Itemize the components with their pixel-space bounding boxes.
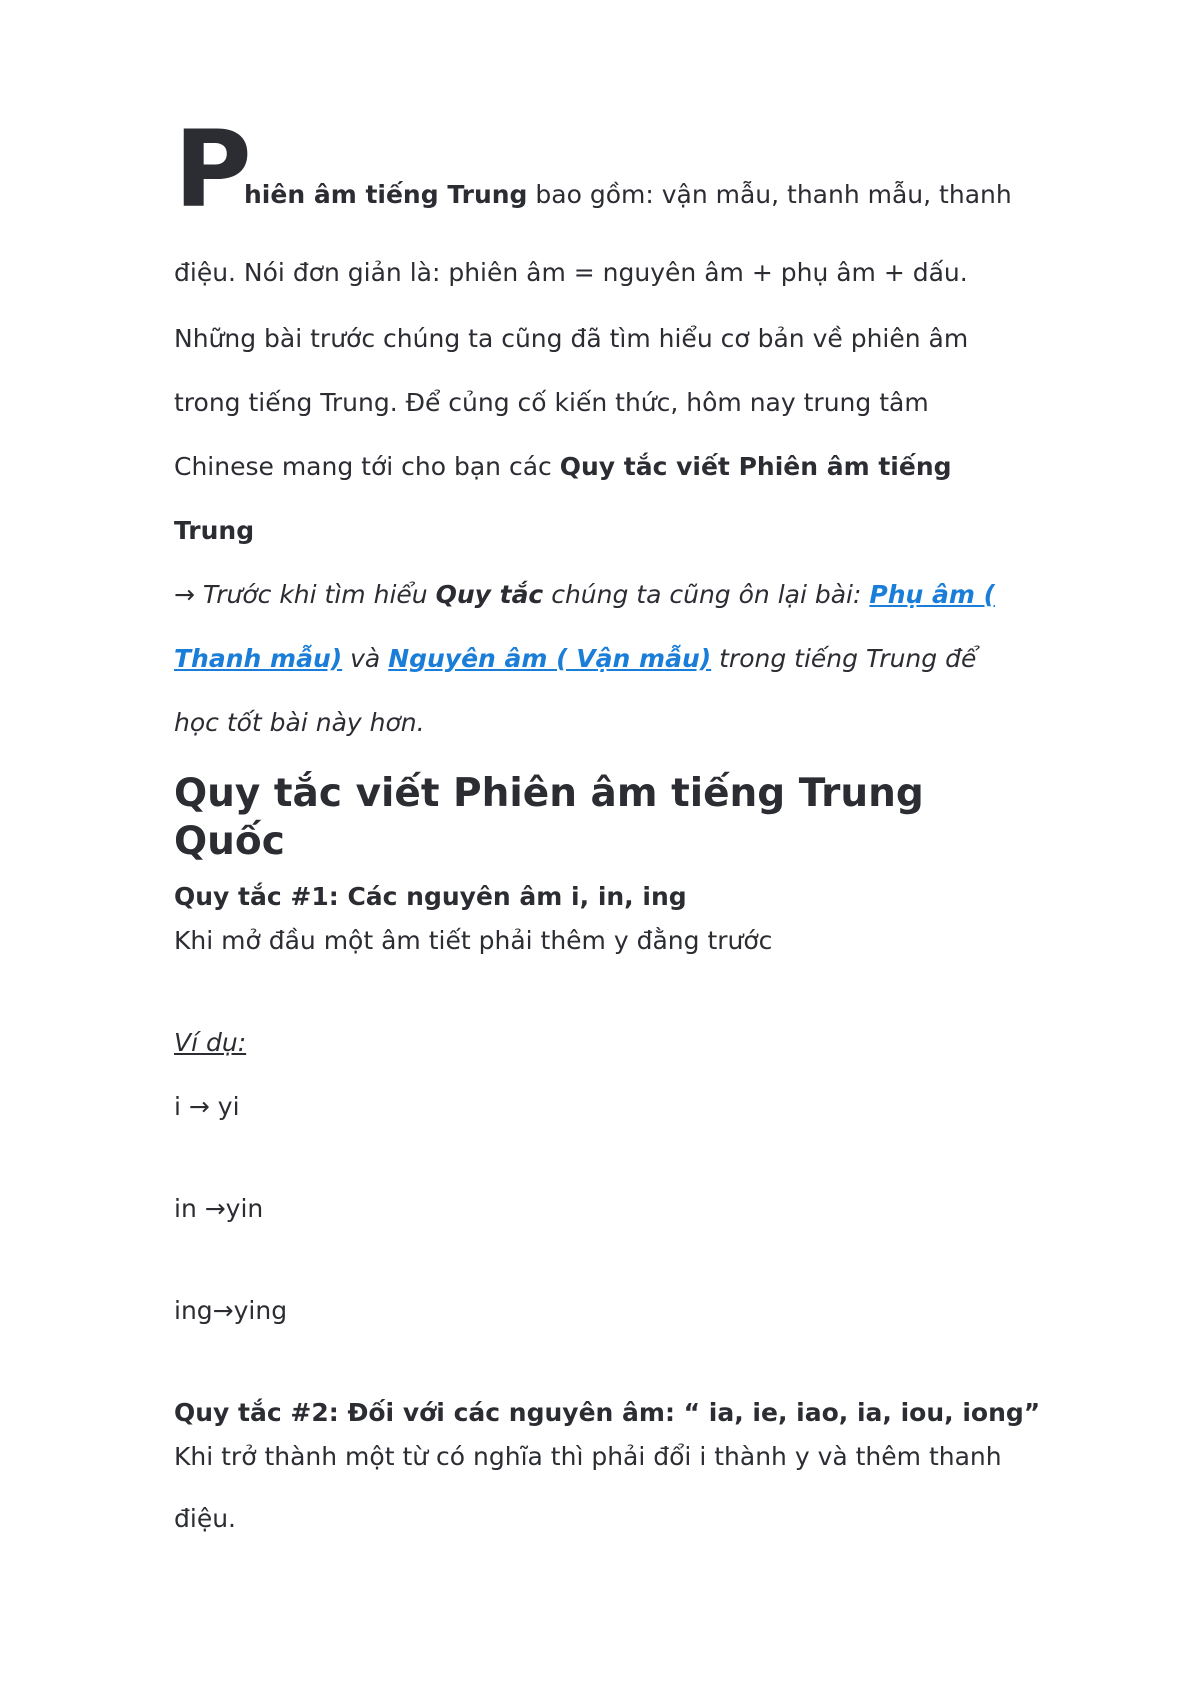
note-line-2 — [174, 642, 976, 676]
link-nguyen-am[interactable]: Nguyên âm ( Vận mẫu) — [388, 644, 712, 673]
intro-line-6 — [174, 514, 254, 548]
intro-line-5 — [174, 450, 952, 484]
note-line-3: học tốt bài này hơn. — [174, 708, 425, 737]
rule1-example-1: i → yi — [174, 1092, 240, 1121]
intro-line-6-bold: Trung — [174, 516, 255, 545]
intro-line-1-rest: bao gồm: vận mẫu, thanh mẫu, thanh — [527, 180, 1012, 209]
note-suffix: trong tiếng Trung để — [711, 644, 977, 673]
drop-cap: P — [174, 108, 252, 231]
intro-line-4: trong tiếng Trung. Để củng cố kiến thức, hôm nay trung tâm — [174, 388, 929, 417]
rule1-example-2: in →yin — [174, 1194, 264, 1223]
link-thanh-mau[interactable]: Thanh mẫu) — [174, 644, 343, 673]
rule1-example-3: ing→ying — [174, 1296, 288, 1325]
intro-line-1 — [244, 178, 1012, 212]
note-bold: Quy tắc — [435, 580, 544, 609]
note-prefix: → Trước khi tìm hiểu — [174, 580, 436, 609]
section-heading-line-1: Quy tắc viết Phiên âm tiếng Trung — [174, 771, 924, 816]
intro-line-5-plain: Chinese mang tới cho bạn các — [174, 452, 560, 481]
rule2-title: Quy tắc #2: Đối với các nguyên âm: “ ia, ie, iao, ia, iou, iong” — [174, 1398, 1041, 1427]
intro-line-5-bold: Quy tắc viết Phiên âm tiếng — [559, 452, 952, 481]
rule1-title: Quy tắc #1: Các nguyên âm i, in, ing — [174, 882, 687, 911]
section-heading-line-2: Quốc — [174, 819, 285, 864]
rule2-desc-line-1: Khi trở thành một từ có nghĩa thì phải đổi i thành y và thêm thanh — [174, 1442, 1002, 1471]
rule1-desc: Khi mở đầu một âm tiết phải thêm y đằng trước — [174, 926, 773, 955]
intro-bold-term: hiên âm tiếng Trung — [244, 180, 528, 209]
note-line-1 — [174, 578, 995, 612]
intro-line-2: điệu. Nói đơn giản là: phiên âm = nguyên âm + phụ âm + dấu. — [174, 258, 968, 287]
intro-line-3: Những bài trước chúng ta cũng đã tìm hiểu cơ bản về phiên âm — [174, 324, 969, 353]
note-and: và — [342, 644, 389, 673]
rule1-example-label: Ví dụ: — [174, 1028, 247, 1057]
link-phu-am[interactable]: Phụ âm ( — [869, 580, 996, 609]
rule2-desc-line-2: điệu. — [174, 1504, 236, 1533]
note-middle: chúng ta cũng ôn lại bài: — [543, 580, 870, 609]
